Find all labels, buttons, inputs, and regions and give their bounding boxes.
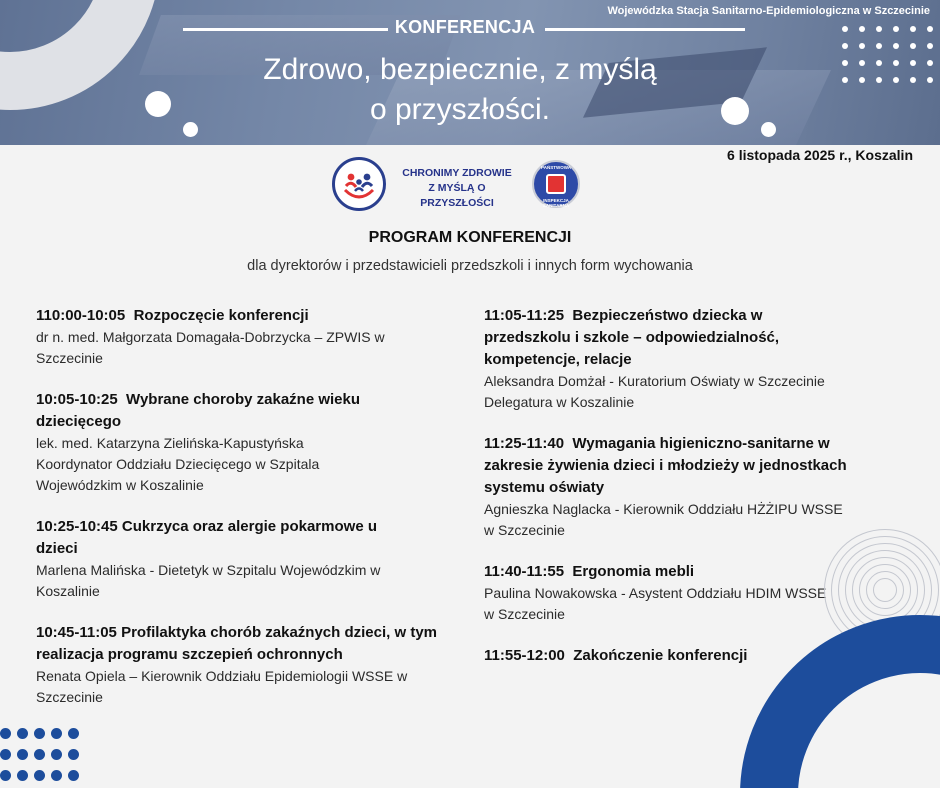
decorative-dot: [51, 770, 62, 781]
agenda-left-column: [36, 305, 441, 728]
agenda-item-title: 110:00-10:05 Rozpoczęcie konferencji: [36, 307, 309, 324]
agenda-item-speaker: lek. med. Katarzyna Zielińska-Kapustyńska Koordynator Oddziału Dziecięcego w Szpitala Wojewódzkim w Koszalinie: [36, 435, 320, 493]
agenda-item-title: 10:45-11:05 Profilaktyka chorób zakaźnych dzieci, w tym realizacja programu szczepień ochronnych: [36, 624, 442, 663]
headline: [170, 50, 750, 130]
chronimy-zdrowie-logo: [332, 157, 386, 211]
decorative-dot: [68, 728, 79, 739]
agenda-item: [484, 433, 894, 541]
program-title: PROGRAM KONFERENCJI: [368, 229, 572, 246]
decorative-dot: [34, 770, 45, 781]
agenda-item: [36, 516, 441, 602]
title-line-right: [545, 28, 745, 31]
agenda-item-speaker: Marlena Malińska - Dietetyk w Szpitalu Wojewódzkim w Koszalinie: [36, 562, 381, 599]
agenda-item-speaker: Agnieszka Naglacka - Kierownik Oddziału HŻŻIPU WSSE w Szczecinie: [484, 501, 843, 538]
decorative-dot: [34, 728, 45, 739]
decorative-dot: [927, 77, 933, 83]
decorative-dot: [910, 77, 916, 83]
decorative-dot: [842, 43, 848, 49]
title-line-left: [183, 28, 388, 31]
logo-text-bottom: INSPEKCJA SANITARNA: [542, 198, 570, 208]
decorative-dot: [859, 77, 865, 83]
agenda-item-speaker: Paulina Nowakowska - Asystent Oddziału HDIM WSSE w Szczecinie: [484, 585, 827, 622]
decorative-arc: [0, 0, 160, 110]
agenda-item-title: 10:05-10:25 Wybrane choroby zakaźne wieku dziecięcego: [36, 391, 365, 430]
decorative-dot-grid: [0, 728, 79, 781]
decorative-dot: [17, 728, 28, 739]
decorative-dot: [761, 122, 776, 137]
decorative-dot: [859, 60, 865, 66]
agenda-item-speaker: Aleksandra Domżał - Kuratorium Oświaty w Szczecinie Delegatura w Koszalinie: [484, 373, 825, 410]
decorative-dot-grid: [842, 26, 933, 83]
decorative-dot: [51, 728, 62, 739]
decorative-dot: [910, 60, 916, 66]
headline-line-1: Zdrowo, bezpiecznie, z myślą: [263, 53, 657, 86]
agenda-item: [36, 305, 441, 369]
decorative-dot: [842, 26, 848, 32]
decorative-dot: [910, 26, 916, 32]
decorative-dot: [842, 77, 848, 83]
conference-label: KONFERENCJA: [394, 17, 536, 37]
decorative-dot: [51, 749, 62, 760]
date-location: 6 listopada 2025 r., Koszalin: [727, 147, 913, 163]
agenda-item-title: 11:05-11:25 Bezpieczeństwo dziecka w przedszkolu i szkole – odpowiedzialność, kompetencje, relacje: [484, 307, 784, 368]
decorative-dot: [0, 728, 11, 739]
decorative-dot: [17, 749, 28, 760]
decorative-dot: [893, 43, 899, 49]
agenda-item-speaker: dr n. med. Małgorzata Domagała-Dobrzycka – ZPWIS w Szczecinie: [36, 329, 385, 366]
logo-text-line-1: CHRONIMY ZDROWIE: [402, 167, 512, 179]
logo-text-line-2: Z MYŚLĄ O PRZYSZŁOŚCI: [420, 182, 494, 209]
decorative-dot: [721, 97, 749, 125]
decorative-dot: [0, 770, 11, 781]
decorative-dot: [927, 60, 933, 66]
agenda-item-title: 11:55-12:00 Zakończenie konferencji: [484, 647, 748, 664]
decorative-dot: [183, 122, 198, 137]
inspekcja-sanitarna-logo: [532, 160, 580, 208]
decorative-dot: [876, 43, 882, 49]
program-subtitle: dla dyrektorów i przedstawicieli przedszkoli i innych form wychowania: [247, 258, 693, 274]
agenda-item: [36, 389, 441, 496]
agenda-item-title: 11:25-11:40 Wymagania higieniczno-sanitarne w zakresie żywienia dzieci i młodzieży w jednostkach systemu oświaty: [484, 435, 851, 496]
family-icon: [335, 160, 383, 208]
decorative-dot: [842, 60, 848, 66]
decorative-dot: [893, 60, 899, 66]
organization-name: Wojewódzka Stacja Sanitarno-Epidemiologiczna w Szczecinie: [607, 5, 930, 17]
decorative-dot: [876, 60, 882, 66]
decorative-dot: [68, 770, 79, 781]
agenda-item: [484, 305, 894, 413]
decorative-dot: [893, 26, 899, 32]
decorative-dot: [927, 26, 933, 32]
agenda-item-title: 10:25-10:45 Cukrzyca oraz alergie pokarmowe u dzieci: [36, 518, 382, 557]
decorative-dot: [34, 749, 45, 760]
decorative-dot: [910, 43, 916, 49]
decorative-dot: [0, 749, 11, 760]
decorative-dot: [17, 770, 28, 781]
eagle-emblem-icon: [546, 174, 566, 194]
agenda-item: [36, 622, 441, 708]
header-banner: [0, 0, 940, 145]
agenda-right-column: [484, 305, 894, 687]
decorative-dot: [145, 91, 171, 117]
logo-text-top: PAŃSTWOWA: [541, 165, 571, 170]
agenda-item-title: 11:40-11:55 Ergonomia mebli: [484, 563, 695, 580]
decorative-dot: [876, 26, 882, 32]
decorative-dot: [68, 749, 79, 760]
headline-line-2: o przyszłości.: [369, 93, 551, 126]
decorative-dot: [893, 77, 899, 83]
agenda-item-speaker: Renata Opiela – Kierownik Oddziału Epidemiologii WSSE w Szczecinie: [36, 668, 408, 705]
decorative-dot: [859, 26, 865, 32]
decorative-dot: [859, 43, 865, 49]
decorative-dot: [876, 77, 882, 83]
chronimy-zdrowie-text: [392, 166, 522, 211]
decorative-dot: [927, 43, 933, 49]
